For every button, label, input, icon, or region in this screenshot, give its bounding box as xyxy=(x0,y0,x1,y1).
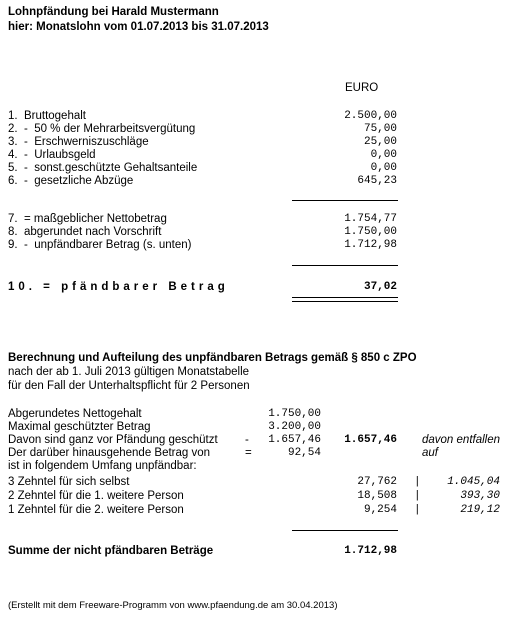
list-item-label: 9. - unpfändbarer Betrag (s. unten) xyxy=(8,239,192,251)
currency-label: EURO xyxy=(345,82,379,94)
list-item-label: 1 Zehntel für die 2. weitere Person xyxy=(8,504,184,516)
page-title: Lohnpfändung bei Harald Mustermann xyxy=(8,6,219,18)
list-item-label: 8. abgerundet nach Vorschrift xyxy=(8,226,162,238)
divider xyxy=(292,530,398,531)
calc-label: Abgerundetes Nettogehalt xyxy=(8,408,142,420)
list-item-value: 25,00 xyxy=(363,136,397,148)
divider xyxy=(292,265,398,266)
list-item-label: 2 Zehntel für die 1. weitere Person xyxy=(8,490,184,502)
list-item-value: 1.750,00 xyxy=(344,226,397,238)
sum-label: Summe der nicht pfändbaren Beträge xyxy=(8,545,214,557)
calc-label: Maximal geschützter Betrag xyxy=(8,421,151,433)
note: davon entfallen xyxy=(422,434,501,446)
list-item-value: 27,762 xyxy=(357,476,397,488)
list-item-label: 3. - Erschwerniszuschläge xyxy=(8,136,149,148)
list-item-label: 3 Zehntel für sich selbst xyxy=(8,476,130,488)
operator: = xyxy=(245,447,252,459)
list-item-label: 2. - 50 % der Mehrarbeitsvergütung xyxy=(8,123,196,135)
allocation-value: 393,30 xyxy=(460,490,500,502)
page-subtitle: hier: Monatslohn vom 01.07.2013 bis 31.07.2013 xyxy=(8,21,269,33)
calc-value: 1.750,00 xyxy=(268,408,321,420)
allocation-value: 219,12 xyxy=(460,504,500,516)
list-item-value: 1.754,77 xyxy=(344,213,397,225)
calc-label: ist in folgendem Umfang unpfändbar: xyxy=(8,460,197,472)
calc-value: 1.657,46 xyxy=(268,434,321,446)
list-item-value: 75,00 xyxy=(363,123,397,135)
double-underline xyxy=(292,297,398,302)
list-item-value: 0,00 xyxy=(370,149,397,161)
list-item-label: 7. = maßgeblicher Nettobetrag xyxy=(8,213,167,225)
operator: - xyxy=(245,434,249,446)
section-text: nach der ab 1. Juli 2013 gültigen Monatstabelle xyxy=(8,366,250,378)
list-item-label: 5. - sonst.geschützte Gehaltsanteile xyxy=(8,162,198,174)
calc-total: 1.657,46 xyxy=(344,434,397,446)
allocation-value: 1.045,04 xyxy=(447,476,500,488)
list-item-label: 1. Bruttogehalt xyxy=(8,110,86,122)
list-item-value: 0,00 xyxy=(370,162,397,174)
separator: | xyxy=(414,476,421,488)
list-item-value: 2.500,00 xyxy=(344,110,397,122)
note: auf xyxy=(422,447,438,459)
footer-note: (Erstellt mit dem Freeware-Programm von www.pfaendung.de am 30.04.2013) xyxy=(8,600,338,611)
result-value: 37,02 xyxy=(363,281,397,293)
list-item-label: 4. - Urlaubsgeld xyxy=(8,149,96,161)
calc-label: Davon sind ganz vor Pfändung geschützt xyxy=(8,434,218,446)
list-item-value: 18,508 xyxy=(357,490,397,502)
section-heading: Berechnung und Aufteilung des unpfändbaren Betrags gemäß § 850 c ZPO xyxy=(8,352,417,364)
list-item-label: 6. - gesetzliche Abzüge xyxy=(8,175,134,187)
sum-value: 1.712,98 xyxy=(344,545,397,557)
list-item-value: 1.712,98 xyxy=(344,239,397,251)
calc-label: Der darüber hinausgehende Betrag von xyxy=(8,447,211,459)
list-item-value: 9,254 xyxy=(363,504,397,516)
section-text: für den Fall der Unterhaltspflicht für 2 Personen xyxy=(8,380,250,392)
separator: | xyxy=(414,504,421,516)
divider xyxy=(292,200,398,201)
list-item-value: 645,23 xyxy=(357,175,397,187)
calc-value: 92,54 xyxy=(287,447,321,459)
separator: | xyxy=(414,490,421,502)
result-label: 10. = pfändbarer Betrag xyxy=(8,281,229,293)
calc-value: 3.200,00 xyxy=(268,421,321,433)
